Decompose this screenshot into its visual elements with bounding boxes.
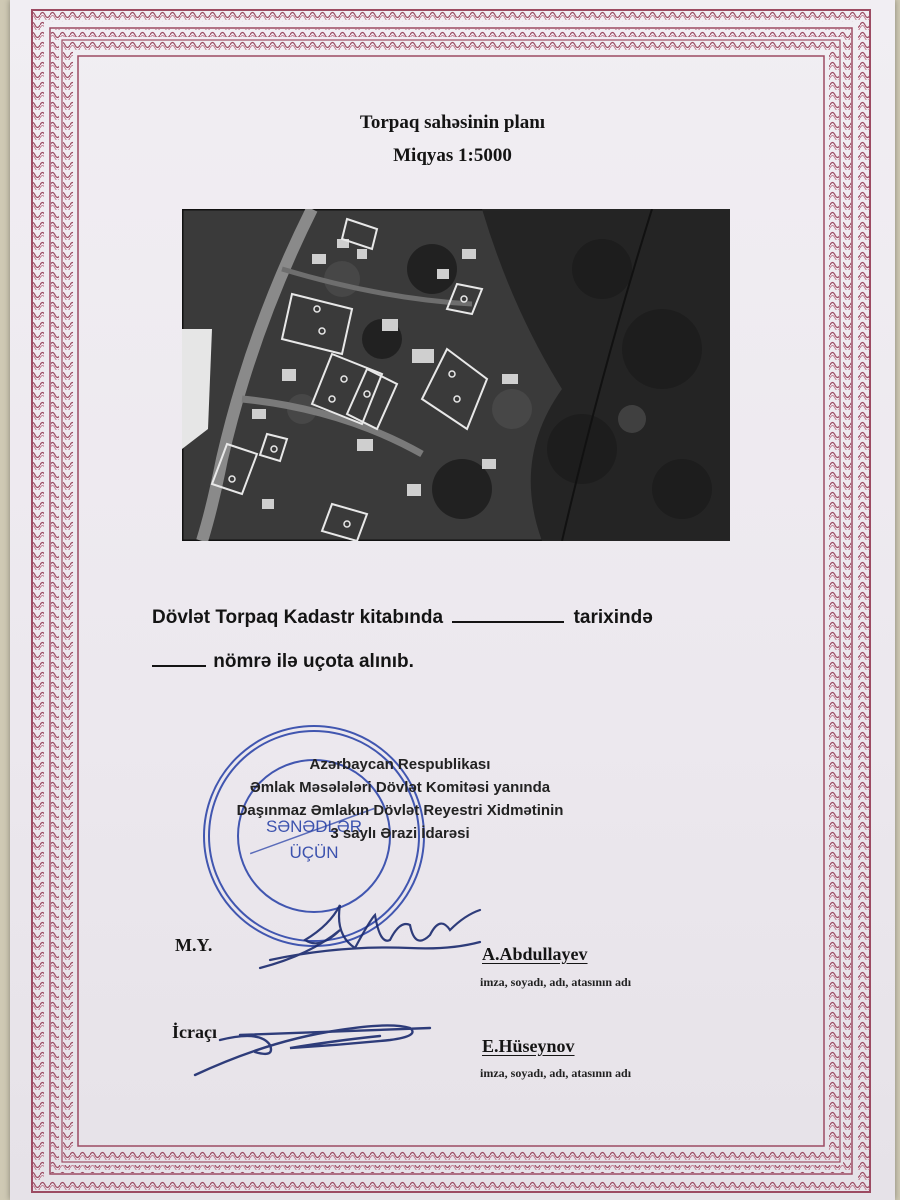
number-blank [152, 647, 206, 667]
registry-text-b: tarixində [573, 607, 653, 628]
document-page [10, 0, 895, 1200]
stamp-overlay-line-1: Azərbaycan Respublikası [309, 756, 491, 773]
seal-label: M.Y. [175, 935, 213, 955]
stamp-center-line-1: SƏNƏDLƏR [266, 817, 362, 836]
executor-label: İcraçı [172, 1022, 217, 1042]
decorative-border [10, 0, 895, 1200]
signer-2-caption: imza, soyadı, adı, atasının adı [480, 1066, 632, 1080]
registry-text-c: nömrə ilə uçota alınıb. [213, 651, 414, 672]
stamp-overlay-line-4: 3 saylı Ərazi İdarəsi [330, 825, 470, 842]
date-blank [452, 603, 564, 623]
stamp-center-line-2: ÜÇÜN [289, 843, 339, 862]
signer-1-name: A.Abdullayev [482, 944, 588, 964]
registry-text-a: Dövlət Torpaq Kadastr kitabında [152, 607, 444, 628]
aerial-map-image [182, 209, 730, 541]
page-title: Torpaq sahəsinin planı [359, 112, 546, 133]
stamp-overlay-line-2: Əmlak Məsələləri Dövlət Komitəsi yanında [249, 779, 551, 796]
signer-2-name: E.Hüseynov [482, 1036, 575, 1056]
stamp-overlay-line-3: Daşınmaz Əmlakın Dövlət Reyestri Xidmətinin [236, 802, 564, 819]
signer-1-caption: imza, soyadı, adı, atasının adı [480, 975, 632, 989]
registry-line-1 [152, 603, 653, 629]
map-scale: Miqyas 1:5000 [393, 145, 512, 166]
registry-line-2 [152, 647, 414, 673]
